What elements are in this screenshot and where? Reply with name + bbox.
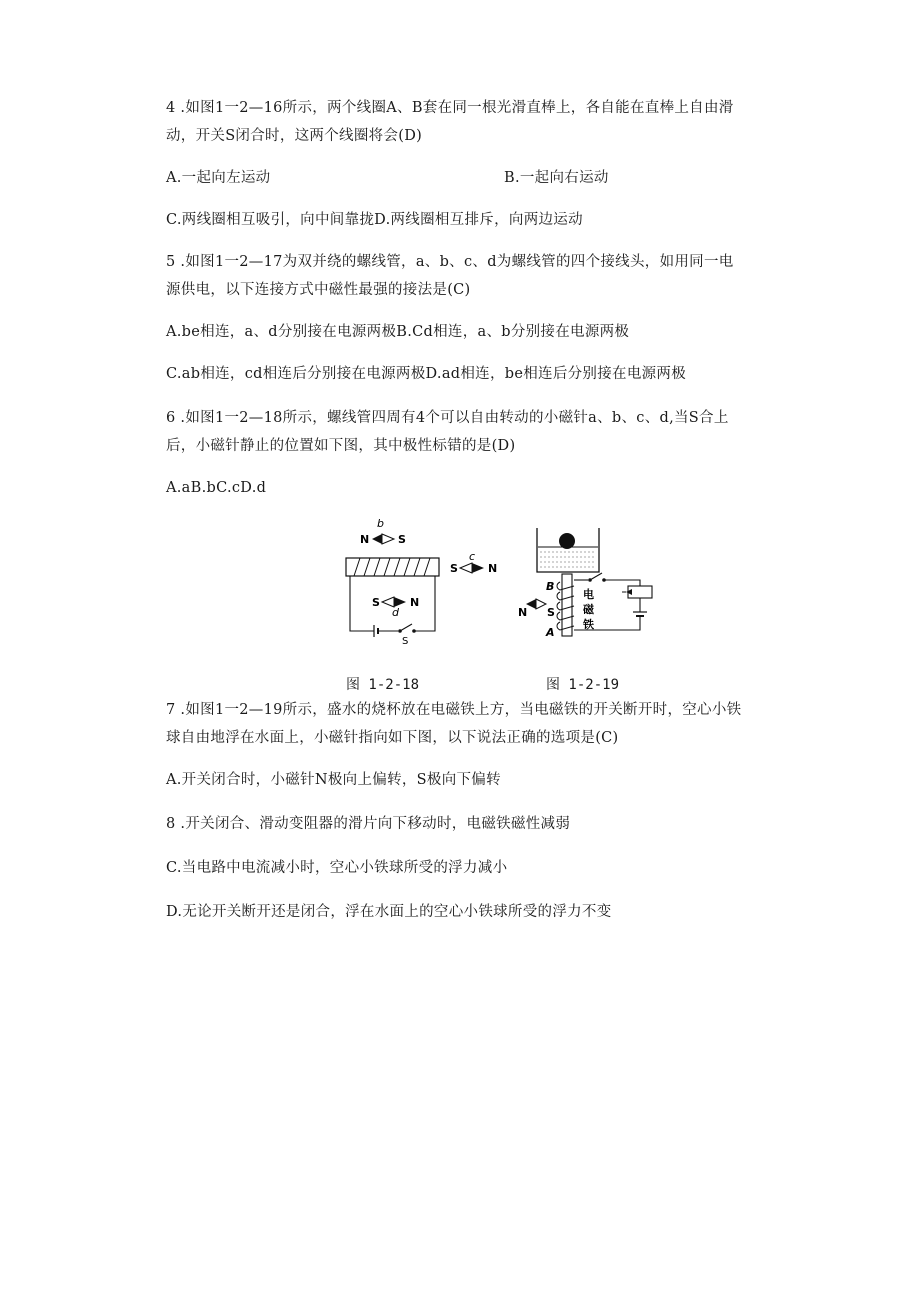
fig18-b-n: N	[360, 533, 370, 546]
q7-line-2: 球自由地浮在水面上，小磁针指向如下图，以下说法正确的选项是(C)	[166, 730, 619, 746]
fig19-needle-light	[536, 599, 546, 609]
q5-line-2: 源供电，以下连接方式中磁性最强的接法是(C)	[166, 282, 471, 298]
fig19-water	[538, 546, 598, 572]
fig18-c-n: N	[488, 562, 498, 575]
fig18-switch-label: S	[402, 636, 409, 647]
fig18-switch-blade	[400, 624, 412, 631]
q7-option-d: D.无论开关断开还是闭合，浮在水面上的空心小铁球所受的浮力不变	[166, 904, 612, 920]
fig18-c-s: S	[450, 562, 458, 575]
fig18-label-d: d	[392, 606, 399, 619]
fig19-iron-ball	[559, 533, 575, 549]
figure-1-2-19	[512, 524, 672, 644]
q5-option-ab: A.be相连，a、d分别接在电源两极B.Cd相连，a、b分别接在电源两极	[166, 324, 630, 340]
q6-line-2: 后，小磁针静止的位置如下图，其中极性标错的是(D)	[166, 438, 516, 454]
fig18-d-s: S	[372, 596, 380, 609]
fig18-label-b: b	[377, 518, 384, 530]
fig19-wire-right-top	[604, 580, 640, 586]
fig18-needle-b-dark	[372, 534, 382, 544]
q5-line-1: 5 .如图1一2—17为双并绕的螺线管，a、b、c、d为螺线管的四个接线头，如用同一电	[166, 254, 734, 270]
fig18-needle-c-light	[460, 563, 472, 573]
fig18-b-s: S	[398, 533, 406, 546]
fig19-s: S	[547, 606, 555, 619]
q4-option-a: A.一起向左运动	[166, 170, 271, 186]
q7-option-c: C.当电路中电流减小时，空心小铁球所受的浮力减小	[166, 860, 508, 876]
figure-1-2-18	[340, 518, 510, 648]
fig19-switch-blade	[590, 573, 602, 580]
fig19-label-a: A	[546, 626, 555, 639]
fig19-n: N	[518, 606, 528, 619]
q6-options: A.aB.bC.cD.d	[166, 480, 267, 496]
fig19-label-b: B	[546, 580, 555, 593]
fig18-label-c: c	[469, 550, 476, 563]
fig19-core-char-2: 磁	[583, 603, 594, 616]
q7-option-a: A.开关闭合时，小磁针N极向上偏转，S极向下偏转	[166, 772, 501, 788]
fig18-wire-left	[350, 576, 374, 631]
q4-option-b: B.一起向右运动	[504, 170, 609, 186]
q7-option-b: 8 .开关闭合、滑动变阻器的滑片向下移动时，电磁铁磁性减弱	[166, 816, 571, 832]
figure-caption-1-2-18: 图 1-2-18	[346, 677, 420, 693]
fig18-needle-c-dark	[472, 563, 484, 573]
figure-caption-1-2-19: 图 1-2-19	[546, 677, 620, 693]
q7-line-1: 7 .如图1一2—19所示，盛水的烧杯放在电磁铁上方，当电磁铁的开关断开时，空心小铁	[166, 702, 742, 718]
fig18-needle-b-light	[382, 534, 394, 544]
fig19-core-char-3: 铁	[583, 618, 594, 631]
fig18-d-n: N	[410, 596, 420, 609]
q4-line-2: 动，开关S闭合时，这两个线圈将会(D)	[166, 128, 423, 144]
q5-option-cd: C.ab相连，cd相连后分别接在电源两极D.ad相连，be相连后分别接在电源两极	[166, 366, 687, 382]
q4-option-cd: C.两线圈相互吸引，向中间靠拢D.两线圈相互排斥，向两边运动	[166, 212, 583, 228]
q4-line-1: 4 .如图1一2—16所示，两个线圈A、B套在同一根光滑直棒上，各自能在直棒上自由滑	[166, 100, 734, 116]
q6-line-1: 6 .如图1一2—18所示，螺线管四周有4个可以自由转动的小磁针a、b、c、d,当S合上	[166, 410, 729, 426]
fig19-needle-dark	[526, 599, 536, 609]
fig19-core-char-1: 电	[583, 588, 594, 601]
